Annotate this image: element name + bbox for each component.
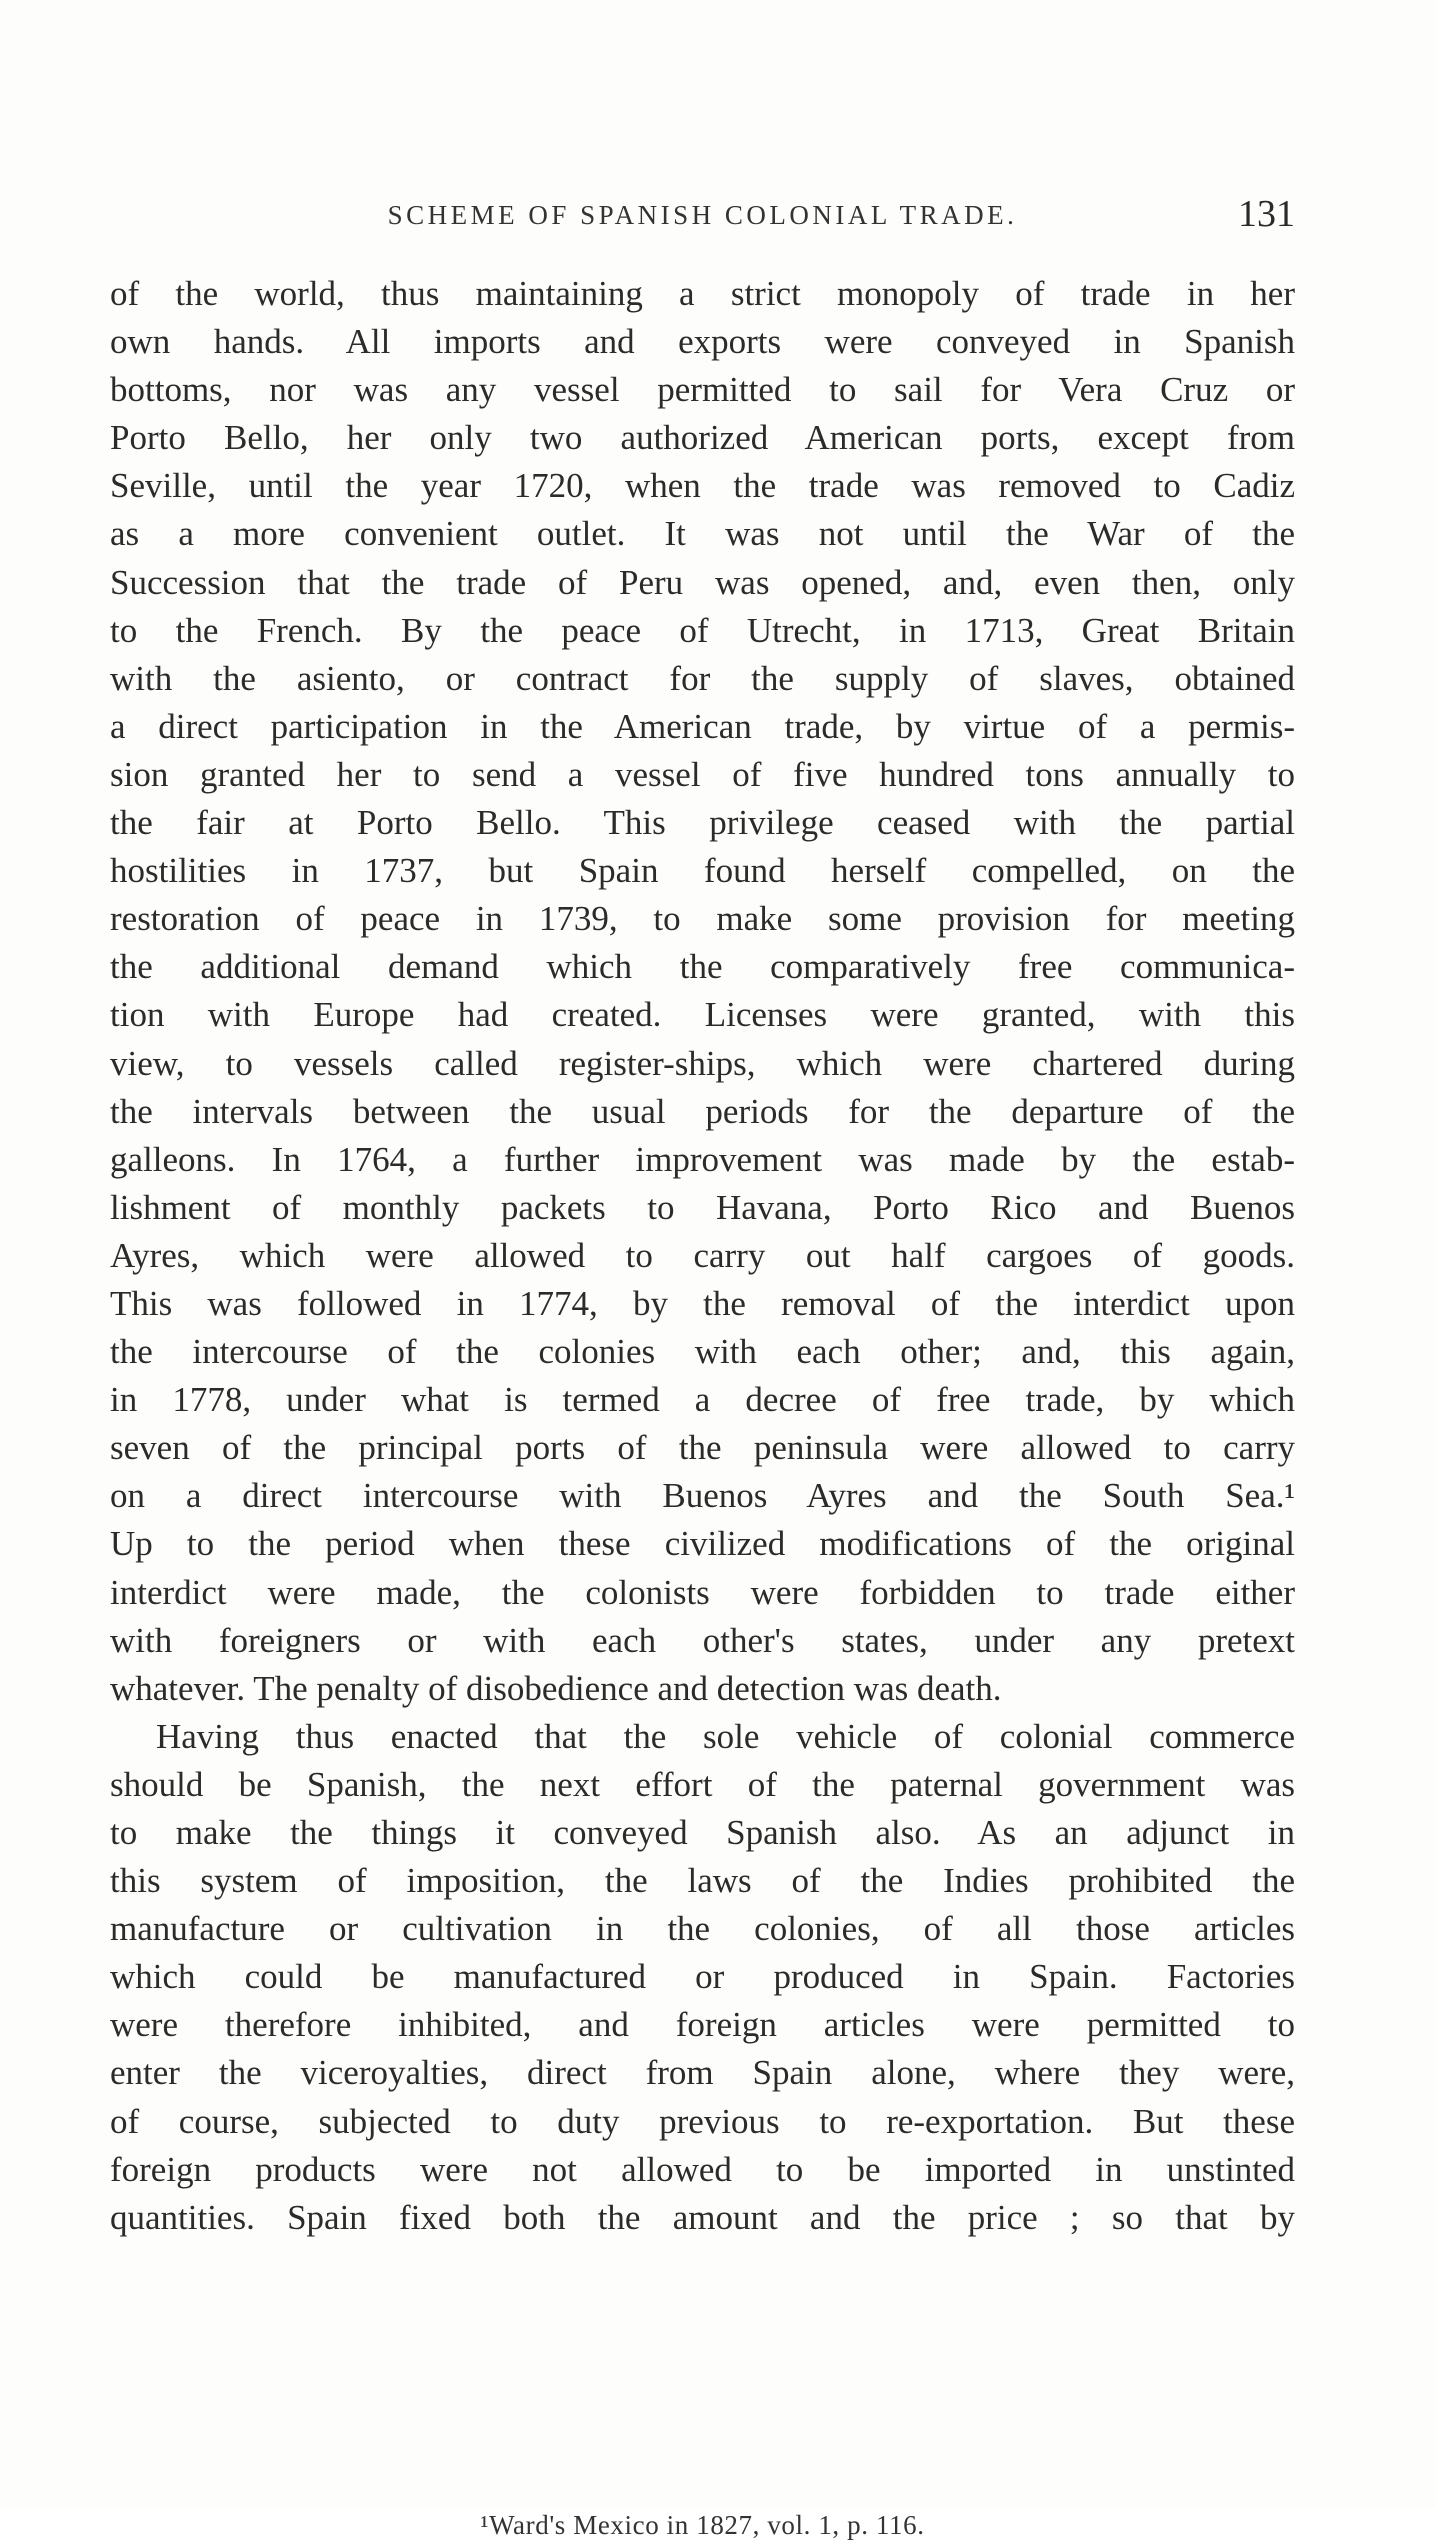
text-line: the intercourse of the colonies with each other; and, this again,	[110, 1332, 1295, 1372]
running-head	[110, 190, 1295, 250]
text-line: which could be manufactured or produced in Spain. Factories	[110, 1957, 1295, 1997]
text-line: the additional demand which the comparatively free communica-	[110, 947, 1295, 987]
body-text	[110, 270, 1295, 2540]
text-line: enter the viceroyalties, direct from Spain alone, where they were,	[110, 2053, 1295, 2093]
text-line: foreign products were not allowed to be imported in unstinted	[110, 2149, 1295, 2189]
text-line: hostilities in 1737, but Spain found herself compelled, on the	[110, 851, 1295, 891]
text-line: of course, subjected to duty previous to re-exportation. But these	[110, 2101, 1295, 2141]
text-line: sion granted her to send a vessel of five hundred tons annually to	[110, 754, 1295, 794]
text-line: should be Spanish, the next effort of the paternal government was	[110, 1764, 1295, 1804]
text-line: to make the things it conveyed Spanish also. As an adjunct in	[110, 1813, 1295, 1852]
running-title: SCHEME OF SPANISH COLONIAL TRADE.	[387, 200, 1018, 230]
text-line: This was followed in 1774, by the removal of the interdict upon	[110, 1283, 1295, 1323]
text-line: Porto Bello, her only two authorized American ports, except from	[110, 418, 1295, 458]
text-line: tion with Europe had created. Licenses were granted, with this	[110, 995, 1295, 1035]
text-line: were therefore inhibited, and foreign articles were permitted to	[110, 2005, 1295, 2045]
text-line: bottoms, nor was any vessel permitted to sail for Vera Cruz or	[110, 370, 1295, 410]
text-line: Up to the period when these civilized modifications of the original	[110, 1524, 1295, 1564]
text-line: Succession that the trade of Peru was opened, and, even then, only	[110, 562, 1295, 602]
text-line: a direct participation in the American trade, by virtue of a permis-	[110, 706, 1295, 746]
text-line: on a direct intercourse with Buenos Ayres and the South Sea.¹	[110, 1476, 1295, 1516]
footnote: ¹Ward's Mexico in 1827, vol. 1, p. 116.	[480, 2510, 925, 2540]
page-number: 131	[1238, 193, 1295, 235]
text-line: Ayres, which were allowed to carry out half cargoes of goods.	[110, 1235, 1295, 1275]
text-line: seven of the principal ports of the peninsula were allowed to carry	[110, 1428, 1295, 1468]
text-line: interdict were made, the colonists were forbidden to trade either	[110, 1572, 1295, 1612]
text-line: manufacture or cultivation in the colonies, of all those articles	[110, 1909, 1295, 1949]
text-line: the intervals between the usual periods for the departure of the	[110, 1091, 1295, 1131]
text-line: Having thus enacted that the sole vehicle of colonial commerce	[156, 1716, 1295, 1756]
text-line: to the French. By the peace of Utrecht, in 1713, Great Britain	[110, 610, 1295, 650]
text-line: whatever. The penalty of disobedience and detection was death.	[110, 1668, 1002, 1708]
text-line: galleons. In 1764, a further improvement was made by the estab-	[110, 1139, 1295, 1179]
text-line: own hands. All imports and exports were conveyed in Spanish	[110, 322, 1295, 362]
text-line: of the world, thus maintaining a strict monopoly of trade in her	[110, 274, 1295, 313]
text-line: view, to vessels called register-ships, which were chartered during	[110, 1043, 1295, 1083]
text-line: with foreigners or with each other's states, under any pretext	[110, 1620, 1295, 1660]
text-line: quantities. Spain fixed both the amount and the price ; so that by	[110, 2197, 1295, 2237]
text-line: in 1778, under what is termed a decree of free trade, by which	[110, 1380, 1295, 1420]
text-line: restoration of peace in 1739, to make some provision for meeting	[110, 899, 1295, 939]
text-line: this system of imposition, the laws of the Indies prohibited the	[110, 1861, 1295, 1901]
text-line: Seville, until the year 1720, when the trade was removed to Cadiz	[110, 466, 1295, 506]
text-line: with the asiento, or contract for the supply of slaves, obtained	[110, 658, 1295, 698]
text-line: as a more convenient outlet. It was not until the War of the	[110, 514, 1295, 554]
text-line: the fair at Porto Bello. This privilege ceased with the partial	[110, 803, 1295, 843]
text-line: lishment of monthly packets to Havana, Porto Rico and Buenos	[110, 1187, 1295, 1227]
